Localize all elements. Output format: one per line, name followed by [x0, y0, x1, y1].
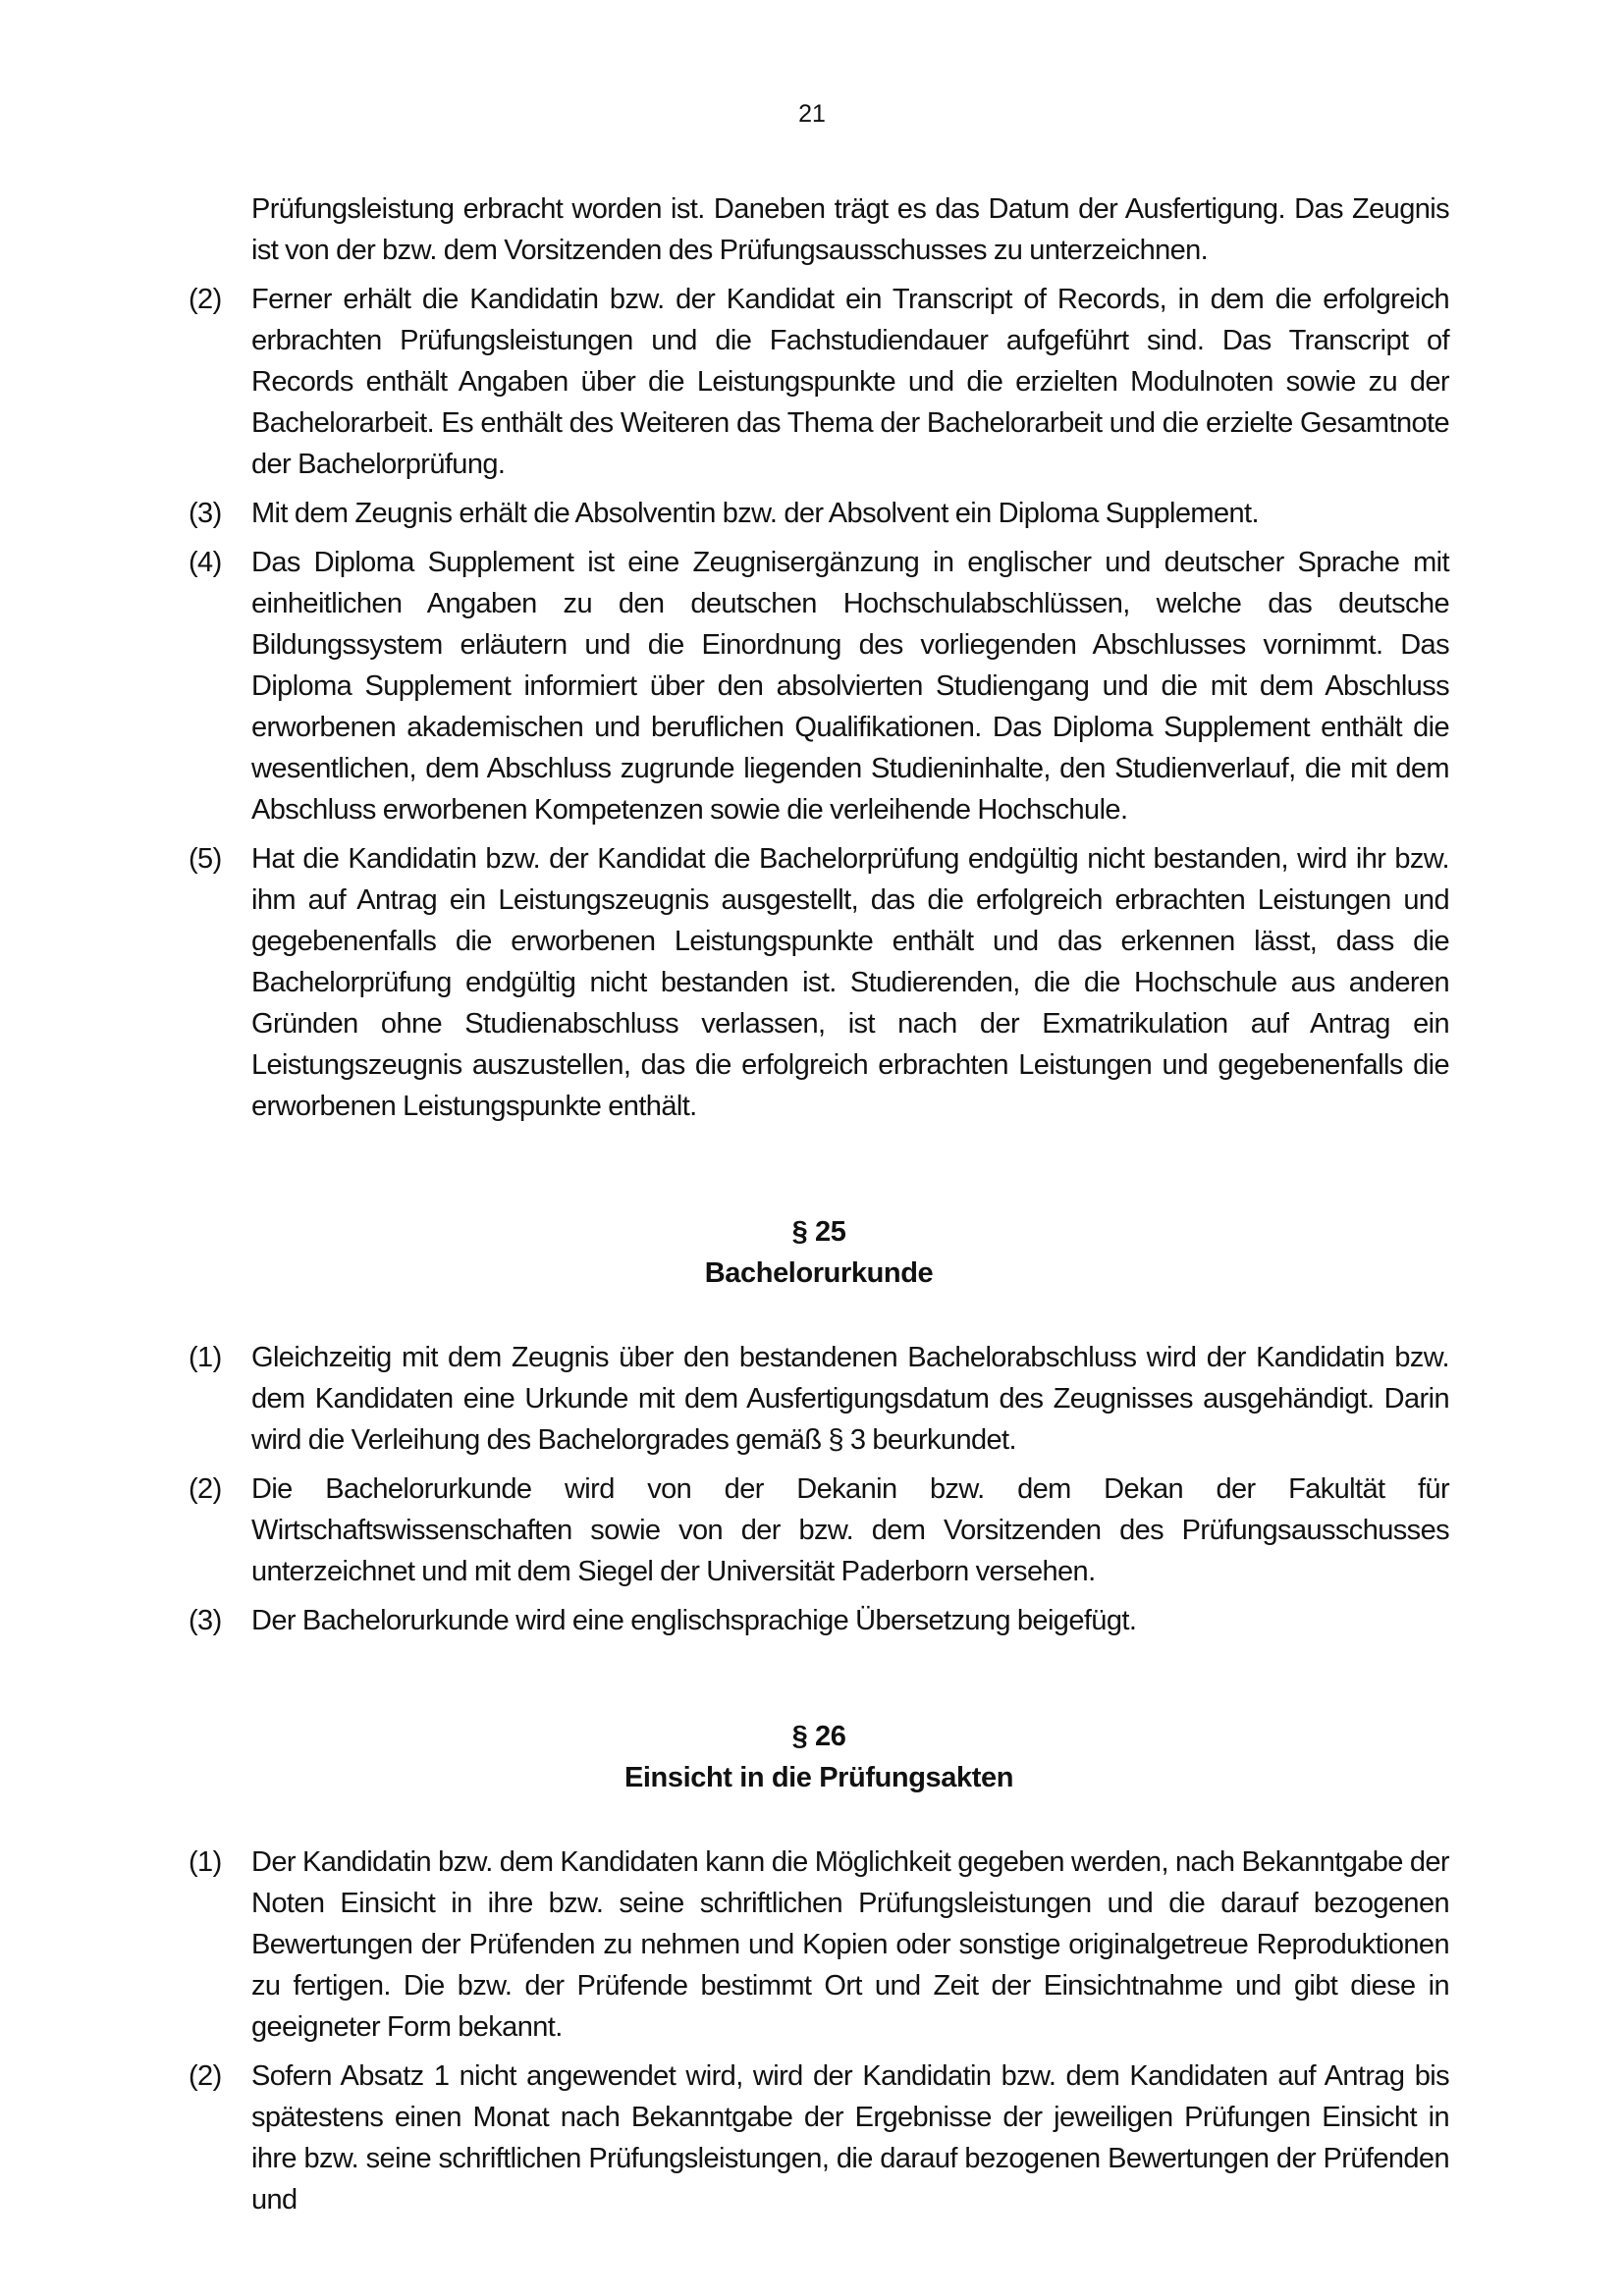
section-title: Bachelorurkunde — [704, 1257, 934, 1289]
paragraph-text: Die Bachelorurkunde wird von der Dekanin bzw. dem Dekan der Fakultät für Wirtschaftswissenschaften sowie von der bzw. dem Vorsitzenden des Prüfungsausschusses unterzeichnet und mit dem Siegel der Universität Paderborn versehen. — [251, 1473, 1449, 1587]
paragraph-number: (2) — [189, 284, 222, 315]
section-26-heading — [189, 1716, 1449, 1798]
section-25-heading — [189, 1211, 1449, 1294]
paragraph — [189, 2056, 1449, 2220]
paragraph-number: (2) — [189, 2060, 222, 2092]
page-number: 21 — [798, 100, 826, 128]
paragraph-number: (1) — [189, 1342, 222, 1373]
paragraph — [189, 1468, 1449, 1592]
paragraph-text: Mit dem Zeugnis erhält die Absolventin bzw. der Absolvent ein Diploma Supplement. — [251, 498, 1259, 529]
paragraph-number: (2) — [189, 1473, 222, 1505]
paragraph — [189, 1600, 1449, 1641]
paragraph-number: (1) — [189, 1846, 222, 1878]
paragraph-number: (4) — [189, 547, 222, 578]
section-symbol: § 25 — [791, 1216, 846, 1248]
paragraph-text: Der Bachelorurkunde wird eine englischsprachige Übersetzung beigefügt. — [251, 1605, 1137, 1636]
paragraph-number: (5) — [189, 843, 222, 875]
paragraph-text: Das Diploma Supplement ist eine Zeugnisergänzung in englischer und deutscher Sprache mit einheitlichen Angaben zu den deutschen Hochschulabschlüssen, welche das deutsche Bildungssystem erläutern und die Einordnung des vorliegenden Abschlusses vornimmt. Das Diploma Supplement informiert über den absolvierten Studiengang und die mit dem Abschluss erworbenen akademischen und beruflichen Qualifikationen. Das Diploma Supplement enthält die wesentlichen, dem Abschluss zugrunde liegenden Studieninhalte, den Studienverlauf, die mit dem Abschluss erworbenen Kompetenzen sowie die verleihende Hochschule. — [251, 547, 1449, 826]
paragraph-text: Ferner erhält die Kandidatin bzw. der Kandidat ein Transcript of Records, in dem die erfolgreich erbrachten Prüfungsleistungen und die Fachstudiendauer aufgeführt sind. Das Transcript of Records enthält Angaben über die Leistungspunkte und die erzielten Modulnoten sowie zu der Bachelorarbeit. Es enthält des Weiteren das Thema der Bachelorarbeit und die erzielte Gesamtnote der Bachelorprüfung. — [251, 284, 1449, 480]
paragraph — [189, 1842, 1449, 2048]
intro-continuation: Prüfungsleistung erbracht worden ist. Daneben trägt es das Datum der Ausfertigung. Das Zeugnis ist von der bzw. dem Vorsitzenden des Prüfungsausschusses zu unterzeichnen. — [251, 193, 1449, 266]
paragraph — [189, 493, 1449, 534]
paragraph-text: Gleichzeitig mit dem Zeugnis über den bestandenen Bachelorabschluss wird der Kandidatin bzw. dem Kandidaten eine Urkunde mit dem Ausfertigungsdatum des Zeugnisses ausgehändigt. Darin wird die Verleihung des Bachelorgrades gemäß § 3 beurkundet. — [251, 1342, 1449, 1456]
paragraph — [189, 838, 1449, 1127]
section-24-paragraphs — [189, 279, 1449, 1127]
document-body — [189, 188, 1449, 2228]
paragraph — [189, 279, 1449, 485]
section-25-paragraphs — [189, 1337, 1449, 1641]
paragraph-number: (3) — [189, 1605, 222, 1636]
paragraph-text: Der Kandidatin bzw. dem Kandidaten kann die Möglichkeit gegeben werden, nach Bekanntgabe der Noten Einsicht in ihre bzw. seine schriftlichen Prüfungsleistungen und die darauf bezogenen Bewertungen der Prüfenden zu nehmen und Kopien oder sonstige originalgetreue Reproduktionen zu fertigen. Die bzw. der Prüfende bestimmt Ort und Zeit der Einsichtnahme und gibt diese in geeigneter Form bekannt. — [251, 1846, 1449, 2043]
section-26-paragraphs — [189, 1842, 1449, 2220]
paragraph-text: Hat die Kandidatin bzw. der Kandidat die Bachelorprüfung endgültig nicht bestanden, wird ihr bzw. ihm auf Antrag ein Leistungszeugnis ausgestellt, das die erfolgreich erbrachten Leistungen und gegebenenfalls die erworbenen Leistungspunkte enthält und das erkennen lässt, dass die Bachelorprüfung endgültig nicht bestanden ist. Studierenden, die die Hochschule aus anderen Gründen ohne Studienabschluss verlassen, ist nach der Exmatrikulation auf Antrag ein Leistungszeugnis auszustellen, das die erfolgreich erbrachten Leistungen und gegebenenfalls die erworbenen Leistungspunkte enthält. — [251, 843, 1449, 1122]
paragraph-number: (3) — [189, 498, 222, 529]
section-symbol: § 26 — [791, 1721, 846, 1752]
paragraph-text: Sofern Absatz 1 nicht angewendet wird, wird der Kandidatin bzw. dem Kandidaten auf Antrag bis spätestens einen Monat nach Bekanntgabe der Ergebnisse der jeweiligen Prüfungen Einsicht in ihre bzw. seine schriftlichen Prüfungsleistungen, die darauf bezogenen Bewertungen der Prüfenden und — [251, 2060, 1449, 2216]
paragraph — [189, 542, 1449, 830]
paragraph — [189, 1337, 1449, 1461]
section-title: Einsicht in die Prüfungsakten — [623, 1762, 1014, 1793]
